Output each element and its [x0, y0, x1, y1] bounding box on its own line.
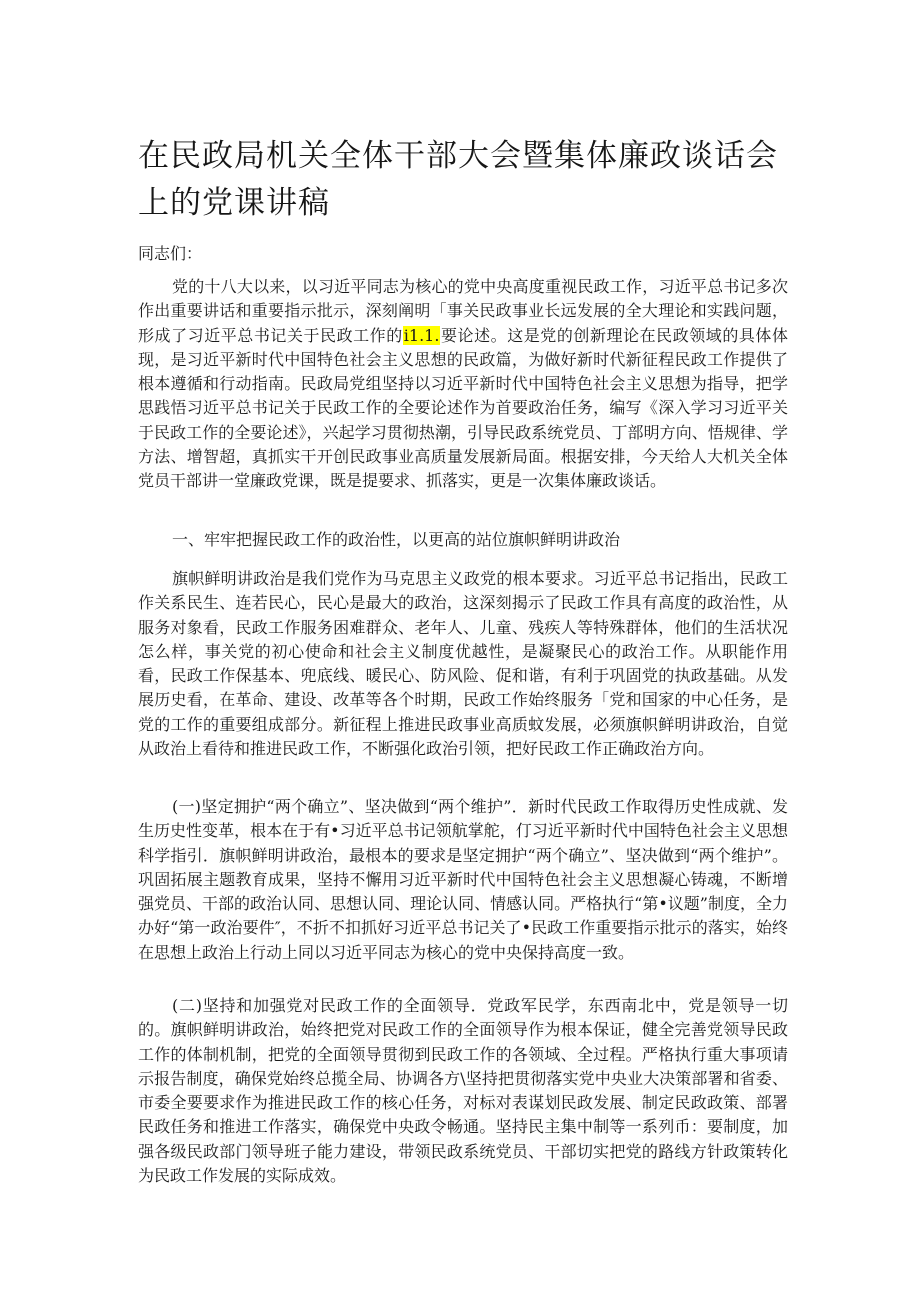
highlighted-text: i1.1. — [403, 325, 440, 345]
greeting: 同志们： — [138, 244, 203, 263]
section-heading-1: 一、牢牢把握民政工作的政治性，以更高的站位旗帜鲜明讲政治 — [172, 530, 621, 549]
paragraph-section1: 旗帜鲜明讲政治是我们党作为马克思主义政党的根本要求。习近平总书记指出，民政工作关系民生、连若民心，民心是最大的政治，这深刻揭示了民政工作具有高度的政治性，从服务对象看，民政工作服务困难群众、老年人、儿童、残疾人等特殊群体，他们的生活状况怎么样，事关党的初心使命和社会主义制度优越性，是凝聚民心的政治工作。从职能作用看，民政工作保基本、兜底线、暖民心、防风险、促和谐，有利于巩固党的执政基础。从发展历史看，在革命、建设、改革等各个时期，民政工作始终服务「党和国家的中心任务，是党的工作的重要组成部分。新征程上推进民政事业高质蚊发展，必须旗帜鲜明讲政治，自觉从政治上看待和推进民政工作，不断强化政治引领，把好民政工作正确政治方向。 — [138, 569, 788, 759]
paragraph-intro-part1: 党的十八大以来，以习近平同志为核心的党中央高度重视民政工作，习近平总书记多次作出重要讲话和重要指示批示，深刻阐明「事关民政事业长远发展的全大理论和实践问题，形成了习近平总书记关于民政工作的 — [138, 277, 788, 345]
paragraph-intro — [138, 275, 788, 494]
paragraph-subsection1: (一)坚定拥护“两个确立”、坚决做到“两个维护”．新时代民政工作取得历史性成就、发生历史性变革，根本在于有•习近平总书记领航掌舵，仃习近平新时代中国特色社会主义思想科学指引．旗帜鲜明讲政治，最根本的要求是坚定拥护“两个确立”、坚决做到“两个维护”。巩固拓展主题教育成果，坚持不懈用习近平新时代中国特色社会主义思想凝心铸魂，不断增强党员、干部的政治认同、思想认同、理论认同、情感认同。严格执行“第•议题”制度，全力办好“第一政治要件″，不折不扣抓好习近平总书记关了•民政工作重要指示批示的落实，始终在思想上政治上行动上同以习近平同志为核心的党中央保持高度一致。 — [138, 797, 788, 962]
paragraph-intro-part2: 要论述。这是党的创新理论在民政领域的具体体现，是习近平新时代中国特色社会主义思想的民政篇，为做好新时代新征程民政工作提供了根本遵循和行动指南。民政局党组坚持以习近平新时代中国特色社会主义思想为指导，把学思践悟习近平总书记关于民政工作的全要论述作为首要政治任务，编写《深入学习习近平关于民政工作的全要论述》，兴起学习贯彻热潮，引导民政系统党员、丁部明方向、悟规律、学方法、增智超，真抓实干开创民政事业高质量发展新局面。根据安排，今天给人大机关全体党员干部讲一堂廉政党课，既是提要求、抓落实，更是一次集体廉政谈话。 — [138, 325, 788, 491]
document-title: 在民政局机关全体干部大会暨集体廉政谈话会上的党课讲稿 — [138, 138, 778, 221]
paragraph-subsection2: (二)坚持和加强党对民政工作的全面领导．党政军民学，东西南北中，党是领导一切的。旗帜鲜明讲政治，始终把党对民政工作的全面领导作为根本保证，健全完善党领导民政工作的体制机制，把党的全面领导贯彻到民政工作的各领域、全过程。严格执行重大事项请示报告制度，确保党始终总揽全局、协调各方\坚持把贯彻落实党中央业大决策部署和省委、市委全要要求作为推进民政工作的核心任务，对标对表谋划民政发展、制定民政政策、部署民政任务和推进工作落实，确保党中央政令畅通。坚持民主集中制等一系列币：要制度，加强各级民政部门领导班子能力建设，带领民政系统党员、干部切实把党的路线方针政策转化为民政工作发展的实际成效。 — [138, 996, 788, 1186]
